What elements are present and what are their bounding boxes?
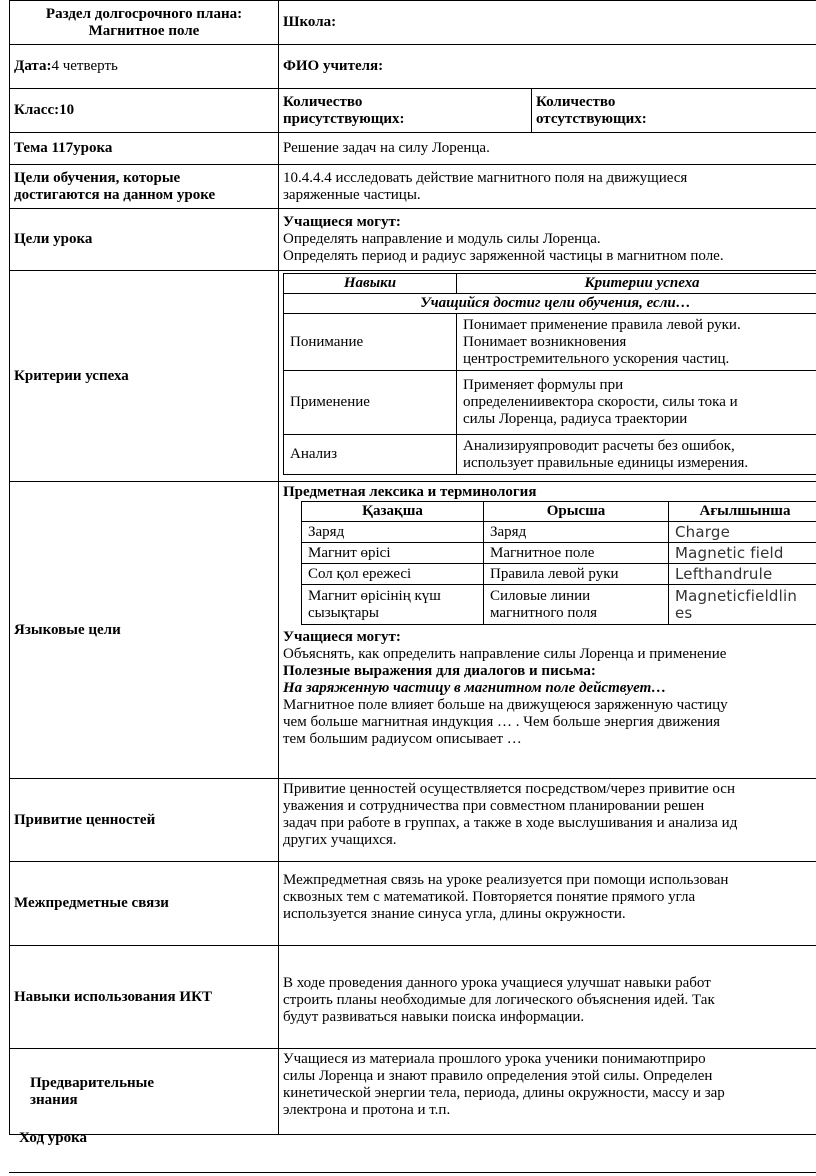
col-russian-header: Орысша — [484, 502, 669, 522]
vocab-russian: Правила левой руки — [484, 564, 669, 585]
row-ict — [10, 946, 816, 1049]
lesson-goals-text — [279, 209, 816, 271]
vocab-line: Силовые линии — [490, 587, 591, 604]
prior-knowledge-label-line: Предварительные — [30, 1074, 155, 1091]
col-criteria-header: Критерии успеха — [457, 274, 816, 294]
row-section — [10, 1, 816, 45]
absent-label-2: отсутствующих: — [536, 110, 647, 127]
col-english-header: Ағылшынша — [669, 502, 816, 522]
vocab-english — [669, 585, 816, 625]
school-label: Школа: — [279, 1, 816, 45]
vocab-kazakh — [302, 585, 484, 625]
criteria-text — [457, 371, 816, 435]
learning-goals-line: заряженные частицы. — [283, 186, 421, 203]
language-goals-label: Языковые цели — [10, 482, 279, 779]
teacher-label: ФИО учителя: — [279, 45, 816, 89]
criteria-line: определениивектора скорости, силы тока и — [463, 394, 738, 410]
criteria-text — [457, 314, 816, 371]
row-learning-goals — [10, 165, 816, 209]
values-text — [279, 779, 816, 862]
cross-curricular-text — [279, 862, 816, 946]
values-line: задач при работе в группах, а также в ходе выслушивания и анализа ид — [283, 815, 738, 831]
phrase-line: тем большим радиусом описывает … — [283, 731, 522, 747]
criteria-line: Применяет формулы при — [463, 377, 624, 393]
row-lesson-goals — [10, 209, 816, 271]
class-value: 10 — [59, 102, 75, 118]
cross-curricular-label: Межпредметные связи — [10, 862, 279, 946]
criteria-line: силы Лоренца, радиуса траектории — [463, 411, 688, 427]
cross-curricular-line: Межпредметная связь на уроке реализуется при помощи использован — [283, 872, 729, 888]
vocab-english: Lefthandrule — [669, 564, 816, 585]
students-text: Объяснять, как определить направление силы Лоренца и применение — [283, 646, 727, 662]
vocab-russian: Магнитное поле — [484, 543, 669, 564]
vocab-kazakh: Сол қол ережесі — [302, 564, 484, 585]
row-cross-curricular — [10, 862, 816, 946]
section-cell — [10, 1, 279, 45]
ict-line: строить планы необходимые для логического объяснения идей. Так — [283, 991, 715, 1008]
skill-name: Анализ — [284, 435, 457, 475]
date-label: Дата: — [14, 58, 52, 74]
vocab-table — [301, 501, 816, 625]
prior-knowledge-text — [279, 1049, 816, 1135]
vocab-heading: Предметная лексика и терминология — [283, 484, 537, 500]
vocab-line: Magneticfieldlin — [675, 586, 798, 605]
success-criteria-table — [283, 273, 816, 475]
values-line: Привитие ценностей осуществляется посредством/через привитие осн — [283, 781, 735, 797]
values-line: уважения и сотрудничества при совместном планировании решен — [283, 798, 705, 814]
vocab-kazakh: Заряд — [302, 522, 484, 543]
criteria-row — [284, 371, 816, 435]
lesson-progress-heading: Ход урока — [19, 1130, 88, 1146]
col-skills-header: Навыки — [284, 274, 457, 294]
bottom-divider — [9, 1172, 816, 1173]
vocab-line: es — [675, 603, 693, 622]
vocab-english: Charge — [669, 522, 816, 543]
absent-label-1: Количество — [536, 93, 616, 110]
lesson-goals-line: Определять направление и модуль силы Лоренца. — [283, 231, 601, 247]
vocab-english: Magnetic field — [669, 543, 816, 564]
present-cell — [279, 89, 532, 133]
vocab-line: Магнит өрісінің күш — [308, 587, 441, 604]
row-class — [10, 89, 816, 133]
learning-goals-label-line: Цели обучения, которые — [14, 169, 181, 186]
learning-goals-line: 10.4.4.4 исследовать действие магнитного поля на движущиеся — [283, 169, 688, 186]
values-line: других учащихся. — [283, 832, 397, 848]
vocab-row — [302, 543, 816, 564]
vocab-russian: Заряд — [484, 522, 669, 543]
date-value: 4 четверть — [51, 58, 118, 74]
skill-name: Применение — [284, 371, 457, 435]
skill-name: Понимание — [284, 314, 457, 371]
students-heading: Учащиеся могут: — [283, 629, 401, 645]
criteria-line: центростремительного ускорения частиц. — [463, 350, 730, 367]
absent-cell — [532, 89, 816, 133]
criteria-text — [457, 435, 816, 475]
phrase-line: чем больше магнитная индукция … . Чем больше энергия движения — [283, 714, 721, 730]
row-values — [10, 779, 816, 862]
date-cell — [10, 45, 279, 89]
vocab-row — [302, 585, 816, 625]
vocab-kazakh: Магнит өрісі — [302, 543, 484, 564]
prior-knowledge-line: Учащиеся из материала прошлого урока ученики понимаютприро — [283, 1051, 706, 1067]
present-label-2: присутствующих: — [283, 110, 405, 127]
lesson-plan-page — [9, 0, 816, 1135]
col-kazakh-header: Қазақша — [302, 502, 484, 522]
lesson-goals-label: Цели урока — [10, 209, 279, 271]
row-success-criteria — [10, 271, 816, 482]
ict-label: Навыки использования ИКТ — [10, 946, 279, 1049]
learning-goals-text — [279, 165, 816, 209]
row-language-goals — [10, 482, 816, 779]
success-criteria-label: Критерии успеха — [10, 271, 279, 482]
vocab-row — [302, 522, 816, 543]
lesson-goals-line: Определять период и радиус заряженной частицы в магнитном поле. — [283, 248, 724, 264]
topic-value: Решение задач на силу Лоренца. — [279, 133, 816, 165]
vocab-line: сызықтары — [308, 604, 380, 621]
success-criteria-cell — [279, 271, 816, 482]
criteria-line: использует правильные единицы измерения. — [463, 454, 749, 471]
phrases-heading: Полезные выражения для диалогов и письма: — [283, 663, 596, 679]
criteria-subheader: Учащийся достиг цели обучения, если… — [284, 294, 816, 314]
learning-goals-label — [10, 165, 279, 209]
cross-curricular-line: сквозных тем с математикой. Повторяется понятие прямого угла — [283, 889, 696, 905]
vocab-russian — [484, 585, 669, 625]
criteria-line: Понимает возникновения — [463, 333, 627, 350]
lesson-plan-table — [9, 0, 816, 1135]
row-topic — [10, 133, 816, 165]
topic-label: Тема 117урока — [10, 133, 279, 165]
criteria-row — [284, 314, 816, 371]
prior-knowledge-label — [10, 1049, 279, 1135]
present-label-1: Количество — [283, 93, 363, 110]
row-prior-knowledge — [10, 1049, 816, 1135]
section-label: Раздел долгосрочного плана: — [45, 5, 243, 22]
prior-knowledge-line: силы Лоренца и знают правило определения этой силы. Определен — [283, 1068, 713, 1084]
criteria-line: Понимает применение правила левой руки. — [463, 316, 741, 333]
criteria-row — [284, 435, 816, 475]
cross-curricular-line: используется знание синуса угла, длины окружности. — [283, 906, 626, 922]
language-goals-cell — [279, 482, 816, 779]
ict-text — [279, 946, 816, 1049]
learning-goals-label-line: достигаются на данном уроке — [14, 186, 216, 203]
values-label: Привитие ценностей — [10, 779, 279, 862]
prior-knowledge-line: электрона и протона и т.п. — [283, 1102, 451, 1118]
prior-knowledge-label-line: знания — [30, 1091, 78, 1108]
criteria-line: Анализируяпроводит расчеты без ошибок, — [463, 437, 735, 454]
vocab-line: магнитного поля — [490, 604, 598, 621]
row-date — [10, 45, 816, 89]
prior-knowledge-line: кинетической энергии тела, периода, длины окружности, массу и зар — [283, 1085, 725, 1101]
lesson-goals-heading: Учащиеся могут: — [283, 214, 401, 230]
ict-line: В ходе проведения данного урока учащиеся улучшат навыки работ — [283, 974, 711, 991]
section-value: Магнитное поле — [88, 22, 200, 39]
phrase-line: Магнитное поле влияет больше на движущеюся заряженную частицу — [283, 697, 728, 713]
class-label: Класс: — [14, 102, 60, 118]
class-cell — [10, 89, 279, 133]
ict-line: будут развиваться навыки поиска информации. — [283, 1008, 585, 1025]
vocab-row — [302, 564, 816, 585]
phrase-italic: На заряженную частицу в магнитном поле действует… — [283, 680, 667, 696]
